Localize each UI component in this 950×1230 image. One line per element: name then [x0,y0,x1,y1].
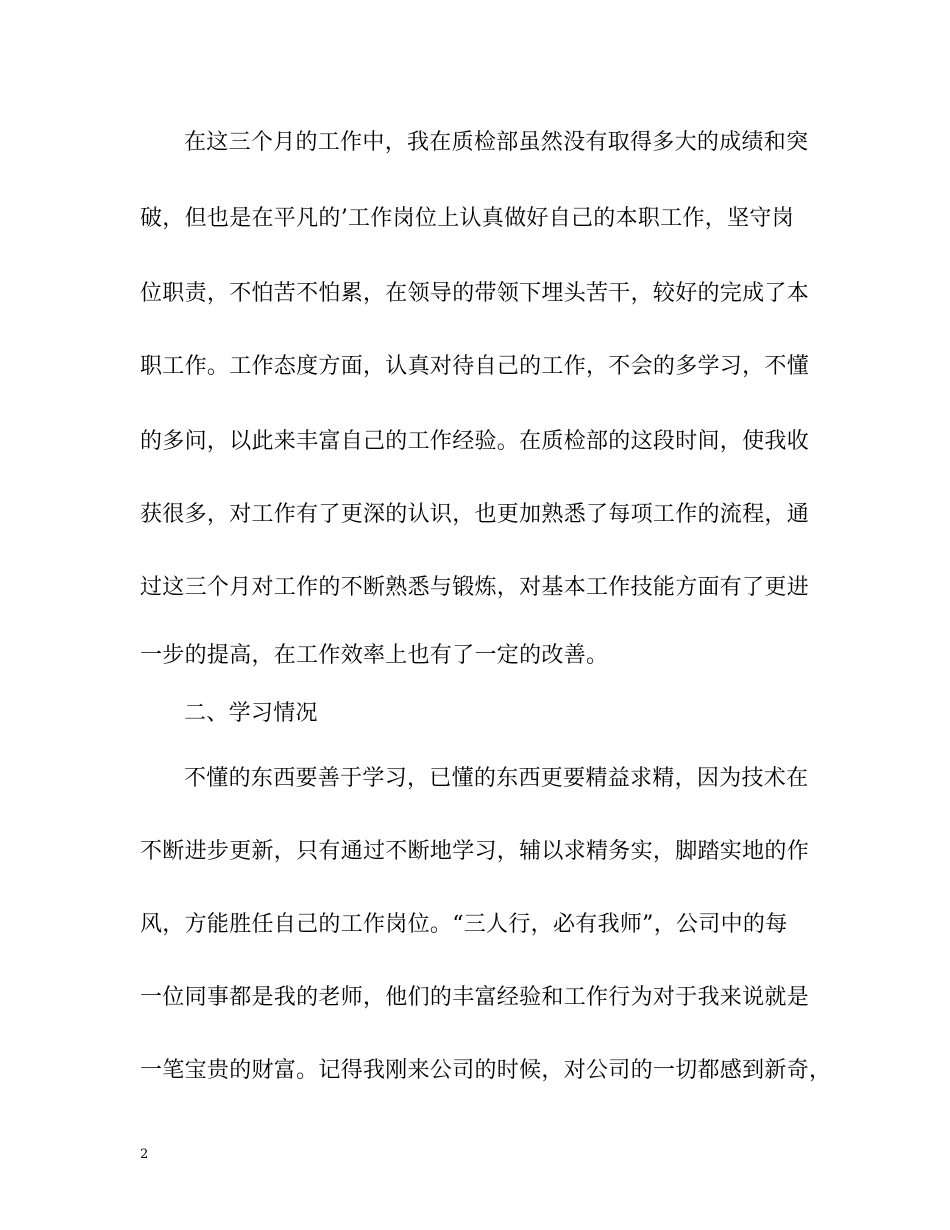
paragraph-line: 获很多，对工作有了更深的认识，也更加熟悉了每项工作的流程，通 [140,502,810,527]
paragraph-line: 风，方能胜任自己的工作岗位。“三人行，必有我师”，公司中的每 [140,912,788,937]
paragraph-line: 一步的提高，在工作效率上也有了一定的改善。 [140,643,609,668]
paragraph-line: 的多问，以此来丰富自己的工作经验。在质检部的这段时间，使我收 [140,429,810,454]
paragraph-line: 不懂的东西要善于学习，已懂的东西更要精益求精，因为技术在 [184,766,809,791]
paragraph-line: 不断进步更新，只有通过不断地学习，辅以求精务实，脚踏实地的作 [140,839,810,864]
paragraph-line: 一位同事都是我的老师，他们的丰富经验和工作行为对于我来说就是 [140,985,810,1010]
page-number: 2 [140,1147,149,1162]
paragraph-line: 职工作。工作态度方面，认真对待自己的工作，不会的多学习，不懂 [140,354,810,379]
paragraph-line: 破，但也是在平凡的’工作岗位上认真做好自己的本职工作，坚守岗 [140,206,794,231]
paragraph-line: 一笔宝贵的财富。记得我刚来公司的时候，对公司的一切都感到新奇， [140,1058,832,1083]
paragraph-line: 位职责，不怕苦不怕累，在领导的带领下埋头苦干，较好的完成了本 [140,281,810,306]
paragraph-line: 在这三个月的工作中，我在质检部虽然没有取得多大的成绩和突 [184,130,809,155]
paragraph-line: 过这三个月对工作的不断熟悉与锻炼，对基本工作技能方面有了更进 [140,575,810,600]
section-heading: 二、学习情况 [184,701,318,726]
